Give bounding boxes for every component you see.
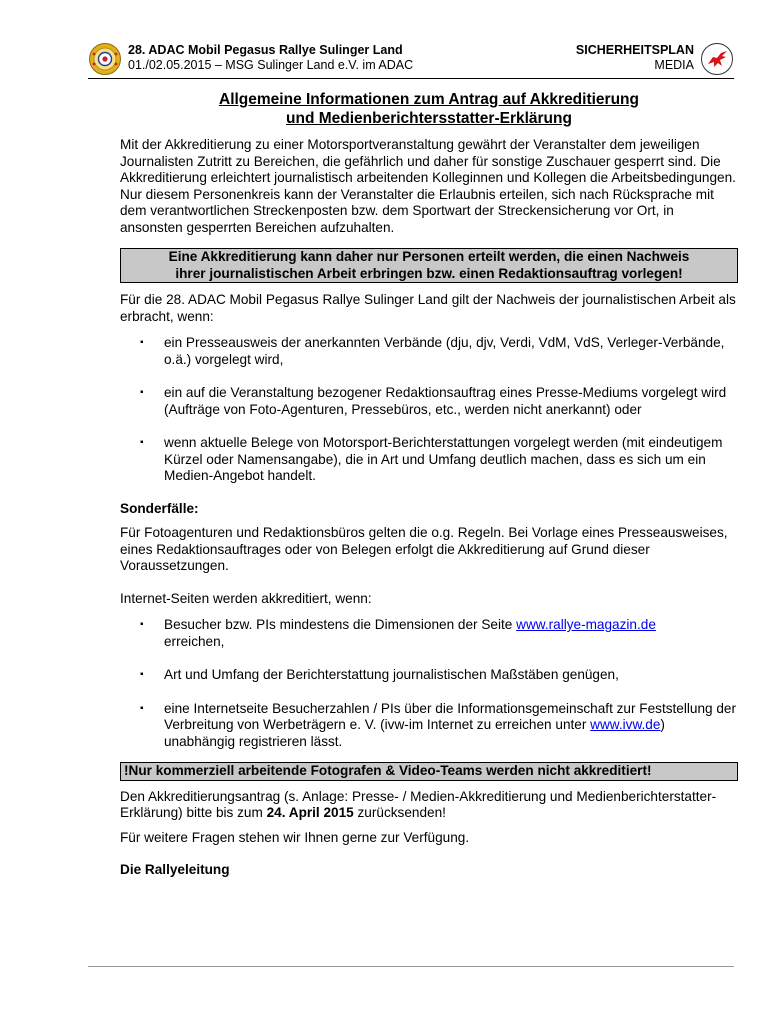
event-title: 28. ADAC Mobil Pegasus Rallye Sulinger Land	[128, 43, 403, 57]
rallye-magazin-link[interactable]: www.rallye-magazin.de	[516, 617, 656, 632]
accreditation-notice	[120, 248, 738, 283]
notice-line-2: ihrer journalistischen Arbeit erbringen bzw. einen Redaktionsauftrag vorlegen!	[175, 265, 683, 281]
commercial-notice: !Nur kommerziell arbeitende Fotografen & Video-Teams werden nicht akkreditiert!	[120, 762, 738, 781]
closing-text: Den Akkreditierungsantrag (s. Anlage: Presse- / Medien-Akkreditierung und Medienberichterstatter-Erklärung) bitte bis zum	[120, 788, 717, 820]
internet-list	[120, 617, 738, 750]
pegasus-logo-icon	[700, 42, 734, 76]
rally-logo-icon	[88, 42, 122, 76]
title-line-2: und Medienberichtersstatter-Erklärung	[286, 110, 572, 127]
list-item-text: erreichen,	[164, 633, 225, 649]
questions-text: Für weitere Fragen stehen wir Ihnen gerne zur Verfügung.	[120, 829, 470, 845]
list-item	[120, 385, 738, 418]
list-item-text: wenn aktuelle Belege von Motorsport-Berichterstattungen vorgelegt werden (mit eindeutigem Kürzel oder Namensangabe), die in Art und Umfang deutlich machen, dass es sich um ein Medien-Angebot handelt.	[164, 435, 723, 483]
proof-intro: Für die 28. ADAC Mobil Pegasus Rallye Sulinger Land gilt der Nachweis der journalistischen Arbeit als erbracht, wenn:	[120, 292, 736, 324]
footer-divider	[88, 966, 734, 967]
list-item	[120, 701, 738, 751]
proof-list	[120, 335, 738, 485]
document-title	[120, 90, 738, 128]
doc-type: SICHERHEITSPLAN	[575, 43, 694, 57]
list-item-text: ) unabhängig registrieren lässt.	[164, 717, 665, 749]
list-item	[120, 435, 738, 485]
bullet-icon: ▪	[140, 669, 144, 680]
ivw-link[interactable]: www.ivw.de	[590, 717, 661, 732]
list-item-text: eine Internetseite Besucherzahlen / PIs über die Informationsgemeinschaft zur Feststellung der Verbreitung von Werbeträgern e. V. (ivw-im Internet zu erreichen unter	[164, 700, 737, 732]
bullet-icon: ▪	[140, 437, 144, 448]
closing-paragraph	[120, 789, 738, 822]
page-header	[88, 40, 734, 78]
intro-paragraph-2: Nur diesem Personenkreis kann der Veranstalter die Erlaubnis erteilen, sich nach Rücksprache mit dem verantwortlichen Streckenposten bzw. dem Sportwart der Streckensicherung vor Ort, in ansonsten gesperrten Bereichen aufzuhalten.	[120, 186, 714, 235]
deadline-date: 24. April 2015	[266, 805, 354, 820]
list-item-text: Besucher bzw. PIs mindestens die Dimensionen der Seite	[164, 617, 517, 632]
title-line-1: Allgemeine Informationen zum Antrag auf Akkreditierung	[219, 91, 639, 108]
special-cases-heading: Sonderfälle:	[120, 500, 199, 516]
bullet-icon: ▪	[140, 387, 144, 398]
list-item	[120, 617, 738, 650]
notice-line-1: Eine Akkreditierung kann daher nur Personen erteilt werden, die einen Nachweis	[168, 249, 690, 264]
list-item	[120, 667, 738, 684]
bullet-icon: ▪	[140, 619, 144, 630]
bullet-icon: ▪	[140, 337, 144, 348]
intro-paragraph: Mit der Akkreditierung zu einer Motorsportveranstaltung gewährt der Veranstalter dem jeweiligen Journalisten Zutritt zu Bereichen, die gefährlich und daher für sonstige Zuschauer gesperrt sind. Die Akkreditierung erleichtert journalistisch arbeitenden Kolleginnen und Kollegen die Arbeitsbedingungen.	[120, 137, 736, 185]
list-item-text: ein Presseausweis der anerkannten Verbände (dju, djv, Verdi, VdM, VdS, Verleger-Verbände, o.ä.) vorgelegt wird,	[164, 335, 725, 367]
internet-intro: Internet-Seiten werden akkreditiert, wenn:	[120, 590, 372, 606]
closing-text-end: zurücksenden!	[353, 805, 446, 820]
header-divider	[88, 78, 734, 79]
event-subtitle: 01./02.05.2015 – MSG Sulinger Land e.V. im ADAC	[128, 58, 414, 72]
doc-section: MEDIA	[654, 58, 694, 72]
list-item-text: ein auf die Veranstaltung bezogener Redaktionsauftrag eines Presse-Mediums vorgelegt wird (Aufträge von Foto-Agenturen, Pressebüros, etc., werden nicht anerkannt) oder	[164, 385, 727, 417]
signature: Die Rallyeleitung	[120, 862, 230, 877]
bullet-icon: ▪	[140, 702, 144, 714]
special-cases-text: Für Fotoagenturen und Redaktionsbüros gelten die o.g. Regeln. Bei Vorlage eines Presseausweises, eines Redaktionsauftrages oder von Belegen erfolgt die Akkreditierung auf Grund dieser Voraussetzungen.	[120, 525, 728, 573]
list-item-text: Art und Umfang der Berichterstattung journalistischen Maßstäben genügen,	[164, 667, 619, 682]
document-body	[120, 90, 738, 879]
list-item	[120, 335, 738, 368]
